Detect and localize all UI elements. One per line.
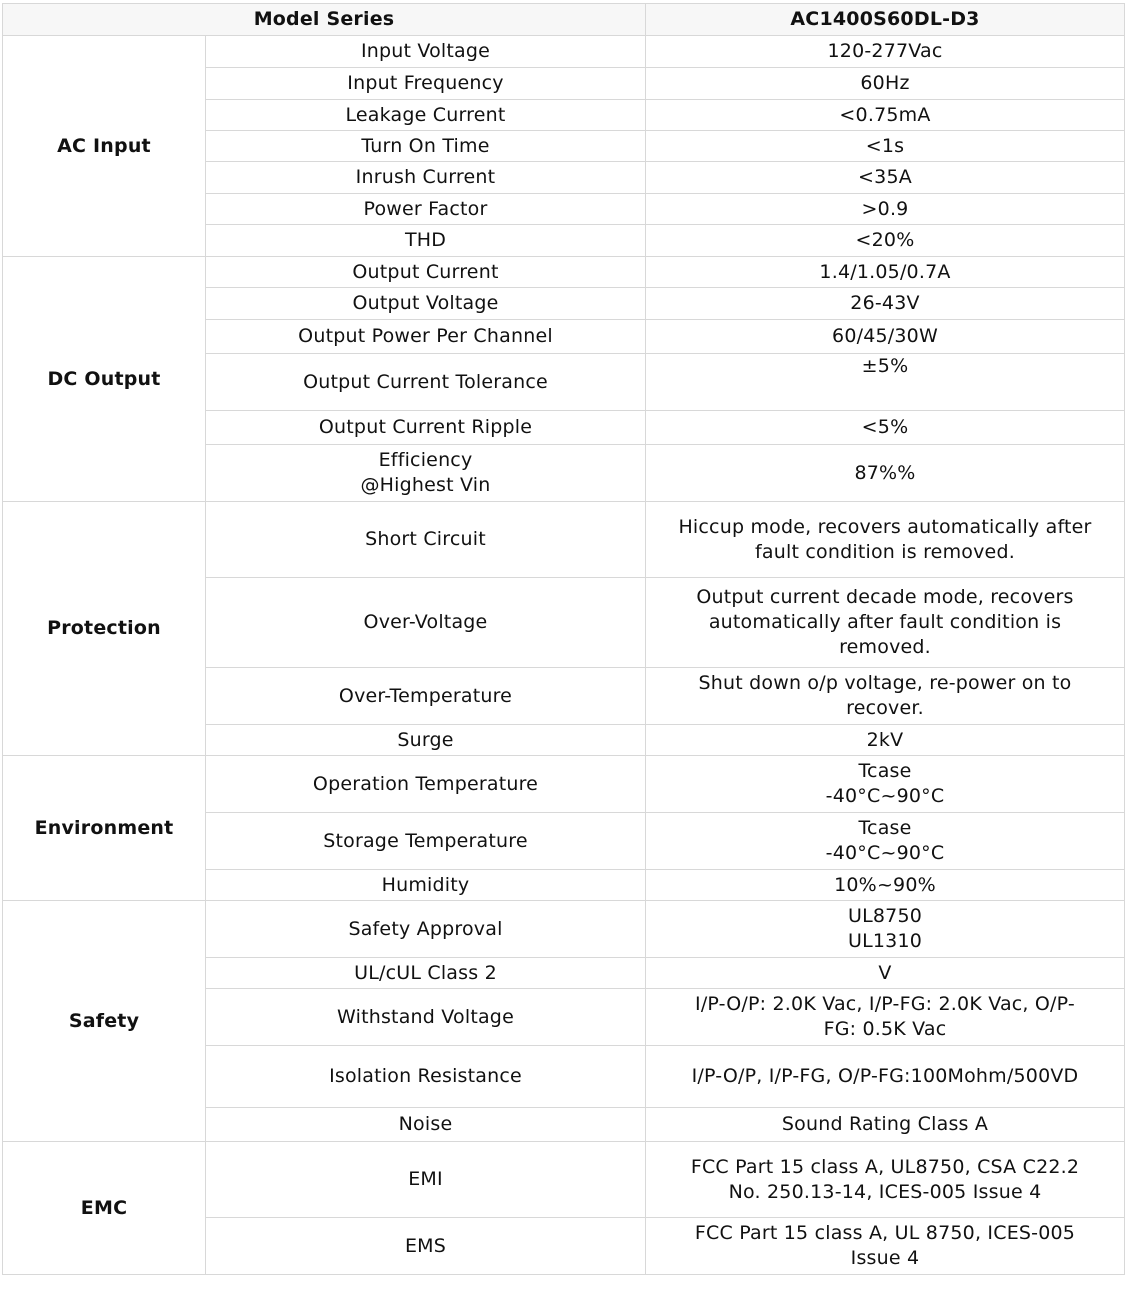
value-text: Sound Rating Class A xyxy=(781,1113,989,1135)
value-cell xyxy=(646,813,1125,870)
parameter-cell xyxy=(206,725,646,756)
parameter-cell xyxy=(206,354,646,411)
value-cell xyxy=(646,578,1125,668)
parameter-cell xyxy=(206,668,646,725)
value-text: Hiccup mode, recovers automatically after xyxy=(678,515,1092,538)
value-text: 87%% xyxy=(854,461,916,484)
group-label: Safety xyxy=(3,901,206,1142)
value-text: -40°C~90°C xyxy=(825,785,945,807)
model-series-label: Model Series xyxy=(3,4,646,36)
value-text: -40°C~90°C xyxy=(825,842,945,864)
parameter-cell xyxy=(206,901,646,958)
value-text: fault condition is removed. xyxy=(755,540,1015,563)
value-cell xyxy=(646,1218,1125,1275)
parameter-text: Short Circuit xyxy=(365,528,486,550)
value-text: FG: 0.5K Vac xyxy=(823,1018,947,1040)
parameter-text: Operation Temperature xyxy=(312,772,539,795)
value-text: <1s xyxy=(865,134,905,157)
value-cell xyxy=(646,958,1125,989)
parameter-text: Withstand Voltage xyxy=(337,1005,514,1028)
value-text: 26-43V xyxy=(850,292,920,314)
value-cell xyxy=(646,989,1125,1046)
parameter-cell xyxy=(206,1046,646,1108)
value-text: recover. xyxy=(846,697,924,719)
value-text: UL1310 xyxy=(847,930,923,952)
value-cell xyxy=(646,225,1125,257)
value-cell xyxy=(646,756,1125,813)
parameter-text: Over-Voltage xyxy=(363,611,488,633)
parameter-cell xyxy=(206,257,646,288)
value-cell xyxy=(646,725,1125,756)
parameter-text: EMI xyxy=(408,1168,443,1190)
group-label: AC Input xyxy=(3,36,206,257)
parameter-text: Output Voltage xyxy=(352,292,499,314)
value-cell xyxy=(646,668,1125,725)
parameter-text: Input Frequency xyxy=(347,72,504,94)
parameter-text: Inrush Current xyxy=(355,166,496,188)
value-cell xyxy=(646,288,1125,320)
spec-body xyxy=(3,36,1125,1275)
value-cell xyxy=(646,320,1125,354)
value-cell xyxy=(646,68,1125,100)
parameter-cell xyxy=(206,870,646,901)
value-text: UL8750 xyxy=(847,905,923,927)
parameter-cell xyxy=(206,502,646,578)
parameter-cell xyxy=(206,1142,646,1218)
value-text: No. 250.13-14, ICES-005 Issue 4 xyxy=(728,1180,1042,1203)
value-text: 120-277Vac xyxy=(827,40,943,62)
parameter-cell xyxy=(206,958,646,989)
value-cell xyxy=(646,502,1125,578)
spec-row xyxy=(3,1142,1125,1218)
parameter-cell xyxy=(206,320,646,354)
value-text: removed. xyxy=(839,636,931,658)
value-text: <5% xyxy=(861,416,909,438)
value-cell xyxy=(646,445,1125,502)
parameter-text: THD xyxy=(404,229,447,251)
parameter-text: EMS xyxy=(404,1234,447,1257)
parameter-text: @Highest Vin xyxy=(360,474,491,496)
value-cell xyxy=(646,1142,1125,1218)
value-cell xyxy=(646,1046,1125,1108)
value-text: 60Hz xyxy=(860,72,910,94)
value-text: 60/45/30W xyxy=(832,325,938,347)
value-cell xyxy=(646,1108,1125,1142)
parameter-text: Isolation Resistance xyxy=(329,1065,522,1087)
parameter-cell xyxy=(206,1218,646,1275)
parameter-cell xyxy=(206,578,646,668)
parameter-cell xyxy=(206,100,646,131)
parameter-text: Storage Temperature xyxy=(323,829,528,852)
value-text: <0.75mA xyxy=(839,103,931,126)
value-cell xyxy=(646,354,1125,411)
value-text: Issue 4 xyxy=(850,1247,920,1269)
group-label: Protection xyxy=(3,502,206,756)
spec-row xyxy=(3,502,1125,578)
header-row xyxy=(3,4,1125,36)
parameter-text: Output Power Per Channel xyxy=(298,325,553,347)
parameter-cell xyxy=(206,411,646,445)
value-cell xyxy=(646,36,1125,68)
parameter-cell xyxy=(206,288,646,320)
value-cell xyxy=(646,100,1125,131)
parameter-cell xyxy=(206,445,646,502)
value-text: FCC Part 15 class A, UL 8750, ICES-005 xyxy=(694,1222,1076,1244)
value-text: <20% xyxy=(855,229,915,251)
value-text: I/P-O/P, I/P-FG, O/P-FG:100Mohm/500VD xyxy=(691,1065,1079,1087)
parameter-cell xyxy=(206,194,646,225)
value-text: I/P-O/P: 2.0K Vac, I/P-FG: 2.0K Vac, O/P- xyxy=(695,993,1075,1015)
parameter-text: Output Current Tolerance xyxy=(303,370,548,393)
value-cell xyxy=(646,411,1125,445)
parameter-text: Input Voltage xyxy=(360,40,491,62)
parameter-cell xyxy=(206,131,646,162)
parameter-cell xyxy=(206,989,646,1046)
group-label: Environment xyxy=(3,756,206,901)
value-text: 2kV xyxy=(866,728,904,751)
spec-row xyxy=(3,756,1125,813)
parameter-cell xyxy=(206,225,646,257)
parameter-text: Over-Temperature xyxy=(338,684,513,707)
parameter-text: Turn On Time xyxy=(361,134,490,157)
parameter-cell xyxy=(206,756,646,813)
value-cell xyxy=(646,162,1125,194)
value-text: >0.9 xyxy=(861,197,909,220)
parameter-text: Safety Approval xyxy=(348,917,503,940)
value-cell xyxy=(646,257,1125,288)
parameter-cell xyxy=(206,68,646,100)
value-text: FCC Part 15 class A, UL8750, CSA C22.2 xyxy=(690,1155,1080,1178)
value-text: <35A xyxy=(858,166,912,188)
spec-row xyxy=(3,901,1125,958)
value-cell xyxy=(646,901,1125,958)
spec-row xyxy=(3,257,1125,288)
parameter-text: Noise xyxy=(398,1113,453,1135)
value-text: 10%~90% xyxy=(834,873,936,896)
value-text: automatically after fault condition is xyxy=(708,611,1062,633)
parameter-text: Output Current xyxy=(352,260,499,283)
parameter-text: Leakage Current xyxy=(345,103,506,126)
value-text: V xyxy=(878,961,892,984)
value-text: ±5% xyxy=(861,355,909,377)
value-text: Output current decade mode, recovers xyxy=(696,586,1074,608)
value-text: Shut down o/p voltage, re-power on to xyxy=(698,672,1072,694)
value-text: Tcase xyxy=(858,760,912,782)
parameter-text: Output Current Ripple xyxy=(318,416,533,438)
spec-row xyxy=(3,36,1125,68)
parameter-text: UL/cUL Class 2 xyxy=(354,961,497,984)
group-label: DC Output xyxy=(3,257,206,502)
parameter-cell xyxy=(206,1108,646,1142)
parameter-cell xyxy=(206,36,646,68)
parameter-text: Efficiency xyxy=(378,449,473,471)
value-cell xyxy=(646,194,1125,225)
spec-table xyxy=(2,3,1125,1275)
parameter-text: Humidity xyxy=(381,873,470,896)
parameter-text: Surge xyxy=(397,728,454,751)
value-text: 1.4/1.05/0.7A xyxy=(819,260,951,283)
parameter-cell xyxy=(206,162,646,194)
value-text: Tcase xyxy=(858,817,912,839)
parameter-text: Power Factor xyxy=(363,197,488,220)
group-label: EMC xyxy=(3,1142,206,1275)
value-cell xyxy=(646,131,1125,162)
model-name: AC1400S60DL-D3 xyxy=(646,4,1125,36)
parameter-cell xyxy=(206,813,646,870)
value-cell xyxy=(646,870,1125,901)
